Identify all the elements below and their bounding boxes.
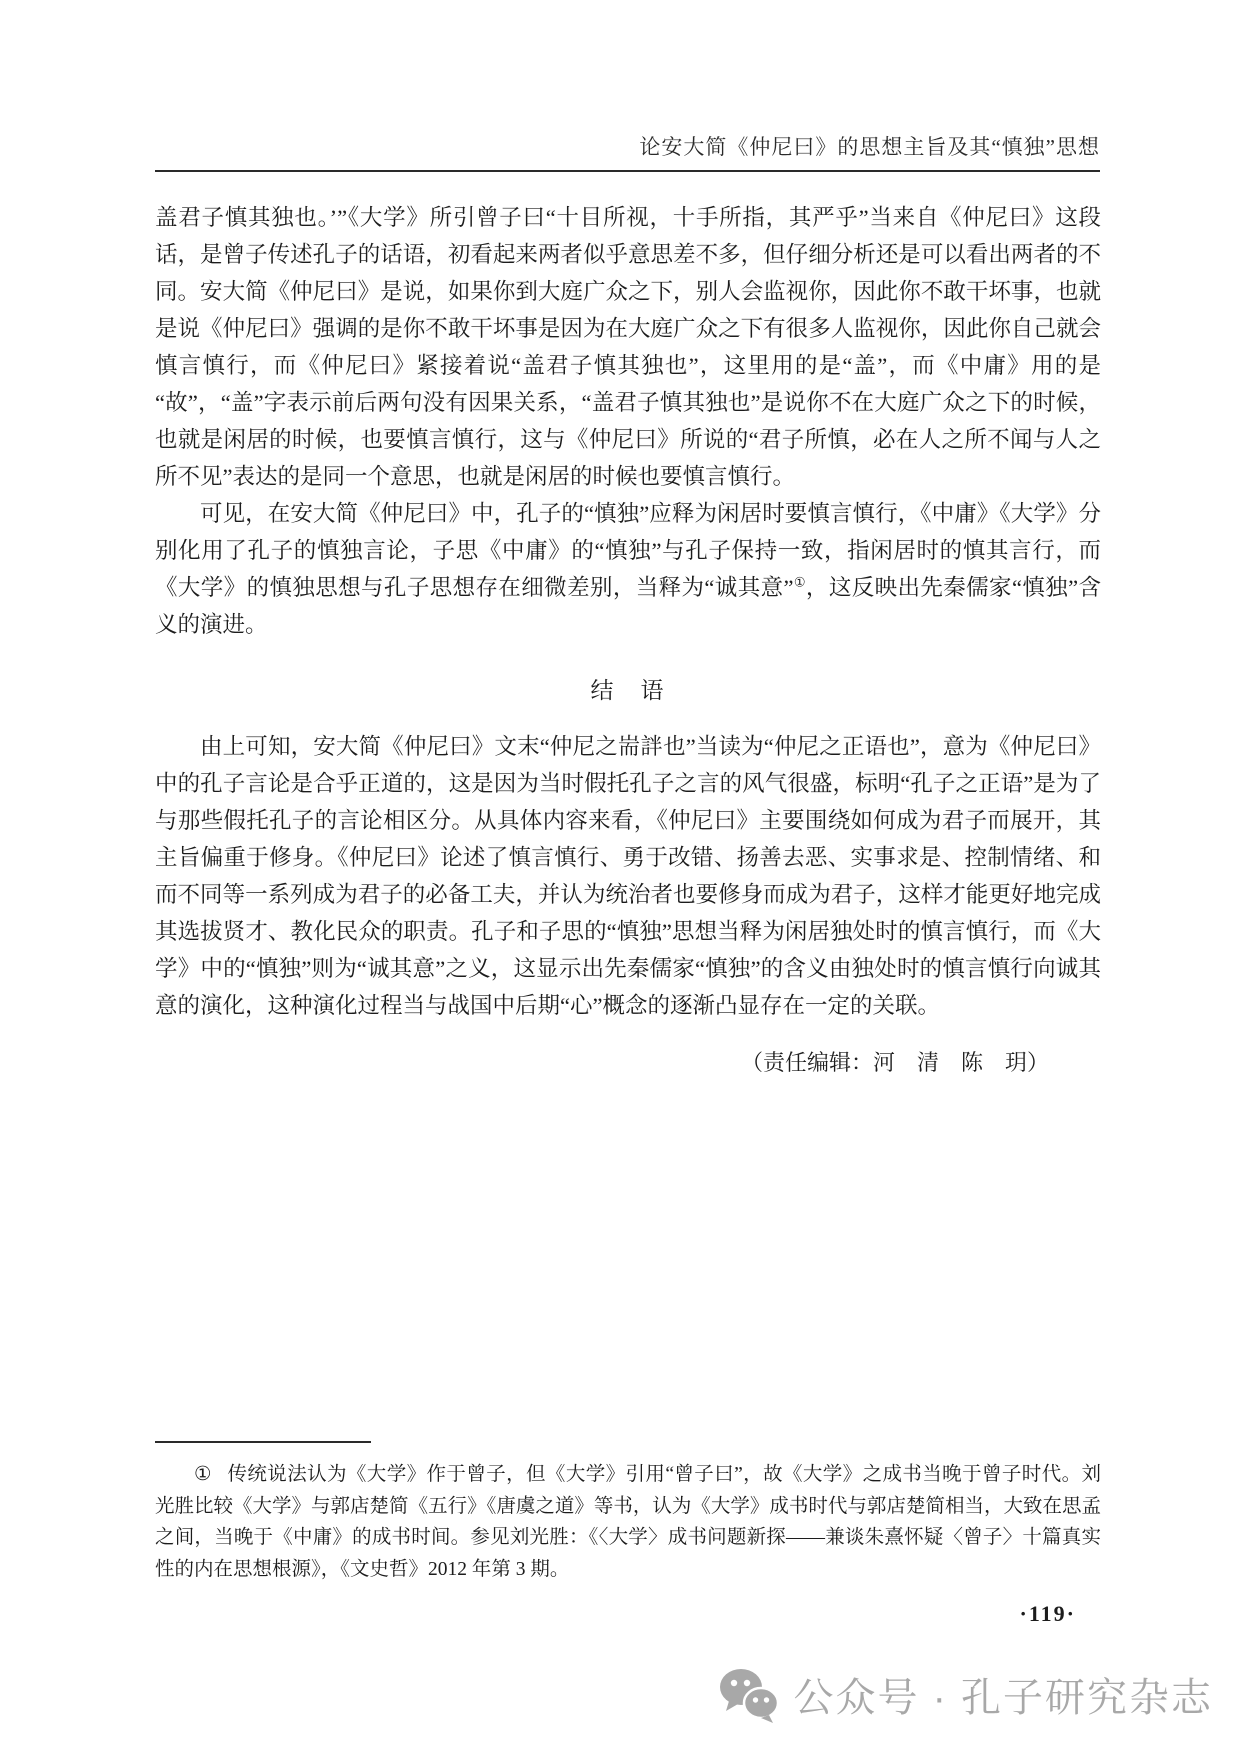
paragraph-continued: 盖君子慎其独也。’”《大学》所引曾子曰“十目所视，十手所指，其严乎”当来自《仲尼曰》这段话，是曾子传述孔子的话语，初看起来两者似乎意思差不多，但仔细分析还是可以看出两者的不同。安大简《仲尼曰》是说，如果你到大庭广众之下，别人会监视你，因此你不敢干坏事，也就是说《仲尼曰》强调的是你不敢干坏事是因为在大庭广众之下有很多人监视你，因此你自己就会慎言慎行，而《仲尼曰》紧接着说“盖君子慎其独也”，这里用的是“盖”，而《中庸》用的是“故”，“盖”字表示前后两句没有因果关系，“盖君子慎其独也”是说你不在大庭广众之下的时候，也就是闲居的时候，也要慎言慎行，这与《仲尼曰》所说的“君子所慎，必在人之所不闻与人之所不见”表达的是同一个意思，也就是闲居的时候也要慎言慎行。	[155, 205, 1101, 489]
wechat-icon	[719, 1667, 781, 1723]
footnote-text: 传统说法认为《大学》作于曾子，但《大学》引用“曾子曰”，故《大学》之成书当晚于曾子时代。刘光胜比较《大学》与郭店楚简《五行》《唐虞之道》等书，认为《大学》成书时代与郭店楚简相当，大致在思孟之间，当晚于《中庸》的成书时间。参见刘光胜：《〈大学〉成书问题新探——兼谈朱熹怀疑〈曾子〉十篇真实性的内在思想根源》，《文史哲》2012 年第 3 期。	[155, 1464, 1102, 1580]
running-header-title: 论安大简《仲尼曰》的思想主旨及其“慎独”思想	[639, 135, 1100, 159]
footnote-entry	[155, 1459, 1101, 1585]
paragraph-conclusion: 由上可知，安大简《仲尼曰》文末“仲尼之耑詊也”当读为“仲尼之正语也”，意为《仲尼曰》中的孔子言论是合乎正道的，这是因为当时假托孔子之言的风气很盛，标明“孔子之正语”是为了与那些假托孔子的言论相区分。从具体内容来看，《仲尼曰》主要围绕如何成为君子而展开，其主旨偏重于修身。《仲尼曰》论述了慎言慎行、勇于改错、扬善去恶、实事求是、控制情绪、和而不同等一系列成为君子的必备工夫，并认为统治者也要修身而成为君子，这样才能更好地完成其选拔贤才、教化民众的职责。孔子和子思的“慎独”思想当释为闲居独处时的慎言慎行，而《大学》中的“慎独”则为“诚其意”之义，这显示出先秦儒家“慎独”的含义由独处时的慎言慎行向诚其意的演化，这种演化过程当与战国中后期“心”概念的逐渐凸显存在一定的关联。	[155, 734, 1101, 1018]
watermark-text: 公众号 · 孔子研究杂志	[793, 1676, 1213, 1720]
paragraph-text-after-note: ，这反映出先秦儒家“慎独”含义的演进。	[155, 575, 1101, 637]
footnote-reference-mark: ①	[793, 574, 806, 590]
header-divider	[155, 170, 1100, 172]
paragraph-conclusion-lead	[155, 495, 1101, 643]
footnote-marker: ①	[194, 1464, 212, 1485]
footnote-section	[155, 1441, 1101, 1585]
article-body	[155, 199, 1101, 1077]
section-heading-conclusion: 结 语	[590, 678, 666, 703]
footnote-divider	[155, 1441, 371, 1443]
wechat-watermark	[719, 1666, 1213, 1723]
page-number: ·119·	[1019, 1601, 1076, 1626]
paragraph-text-before-note: 可见，在安大简《仲尼曰》中，孔子的“慎独”应释为闲居时要慎言慎行，《中庸》《大学》分别化用了孔子的慎独言论，子思《中庸》的“慎独”与孔子保持一致，指闲居时的慎其言行，而《大学》的慎独思想与孔子思想存在细微差别，当释为“诚其意”	[155, 501, 1101, 600]
responsible-editor-line: （责任编辑：河 清 陈 玥）	[740, 1050, 1049, 1075]
